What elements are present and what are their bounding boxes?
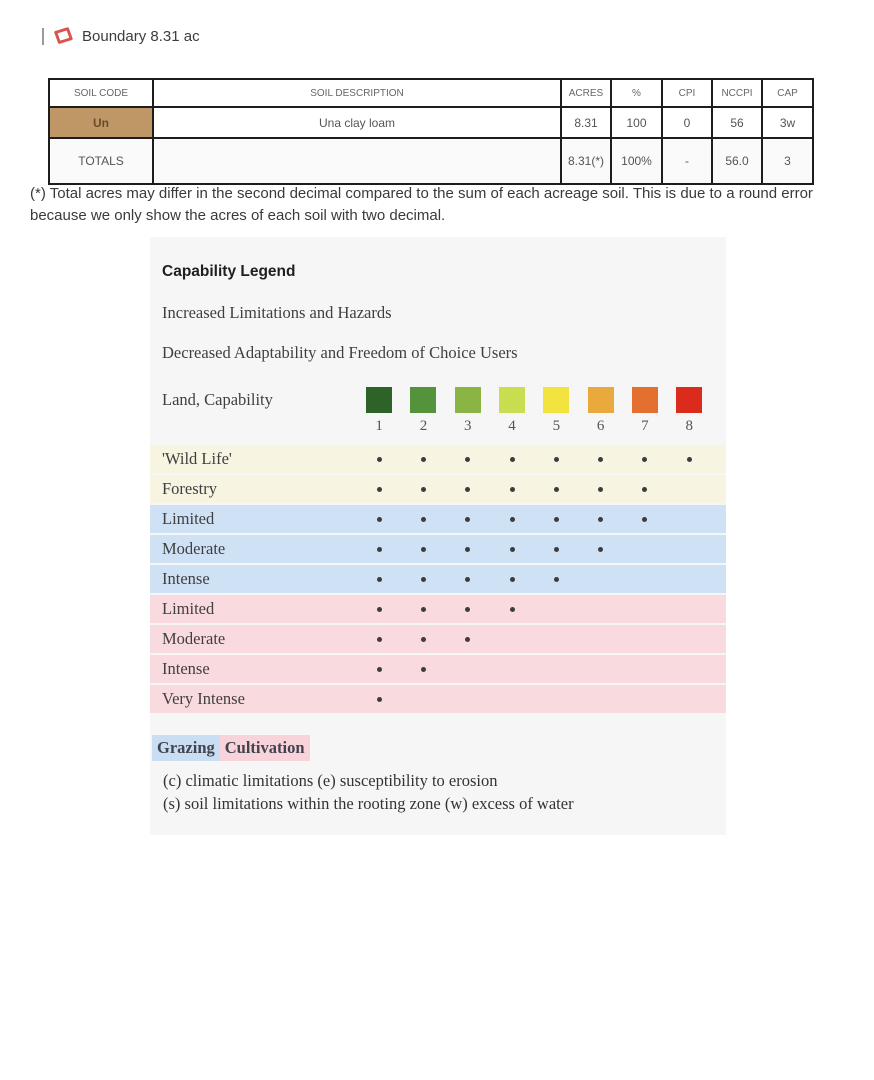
capability-row-intense	[150, 655, 726, 683]
dot-cell	[446, 637, 490, 642]
totals-acres-value: 8.31(*)	[567, 153, 605, 168]
capability-dot	[687, 457, 692, 462]
soil-table	[48, 78, 814, 185]
capability-row-label: Very Intense	[162, 689, 245, 708]
capability-class-1-cell	[357, 387, 401, 413]
dot-cell	[401, 487, 445, 492]
capability-class-6-swatch	[588, 387, 614, 413]
capability-row-moderate	[150, 535, 726, 563]
dot-cell	[534, 577, 578, 582]
cpi-cell: 0	[662, 107, 712, 138]
capability-row-dots	[357, 487, 711, 492]
cap-cell: 3w	[762, 107, 813, 138]
capability-dot	[421, 607, 426, 612]
capability-dot	[377, 547, 382, 552]
dot-cell	[490, 487, 534, 492]
dot-cell	[667, 457, 711, 462]
pct-cell: 100	[611, 107, 662, 138]
capability-class-3-swatch	[455, 387, 481, 413]
capability-dot	[465, 517, 470, 522]
capability-row-moderate	[150, 625, 726, 653]
capability-row-label: 'Wild Life'	[162, 449, 232, 468]
dot-cell	[446, 547, 490, 552]
col-soil-description: SOIL DESCRIPTION	[153, 79, 561, 107]
capability-scale-row	[150, 387, 726, 413]
dot-cell	[401, 607, 445, 612]
capability-row-label: Intense	[162, 569, 210, 588]
dot-cell	[401, 637, 445, 642]
dot-cell	[490, 577, 534, 582]
capability-dot	[421, 547, 426, 552]
capability-dot	[377, 517, 382, 522]
col-nccpi: NCCPI	[712, 79, 762, 107]
capability-class-4-swatch	[499, 387, 525, 413]
dot-cell	[357, 697, 401, 702]
nccpi-cell: 56	[712, 107, 762, 138]
dot-cell	[357, 577, 401, 582]
capability-dot	[377, 607, 382, 612]
capability-dot	[554, 577, 559, 582]
dot-cell	[490, 607, 534, 612]
capability-row-label: Limited	[162, 509, 215, 528]
table-header-row	[49, 79, 813, 107]
capability-dot	[510, 607, 515, 612]
dot-cell	[357, 457, 401, 462]
scale-label: Land, Capability	[162, 390, 273, 409]
dot-cell	[401, 517, 445, 522]
capability-scale-numbers-row	[150, 415, 726, 437]
capability-class-number-1: 1	[375, 417, 383, 434]
capability-rows	[150, 445, 726, 713]
capability-dot	[377, 457, 382, 462]
capability-dot	[510, 577, 515, 582]
capability-dot	[377, 697, 382, 702]
totals-acres-cell	[561, 138, 611, 184]
dot-cell	[357, 487, 401, 492]
dot-cell	[401, 667, 445, 672]
capability-row-wild-life	[150, 445, 726, 473]
capability-row-limited	[150, 595, 726, 623]
capability-dot	[465, 487, 470, 492]
totals-cap-cell: 3	[762, 138, 813, 184]
capability-row-dots	[357, 697, 711, 702]
capability-numbers	[357, 418, 711, 435]
capability-row-dots	[357, 637, 711, 642]
dot-cell	[446, 487, 490, 492]
dot-cell	[357, 547, 401, 552]
capability-dot	[421, 487, 426, 492]
capability-class-2-cell	[401, 387, 445, 413]
legend-chip-cultivation: Cultivation	[220, 735, 310, 761]
legend-note-2: (s) soil limitations within the rooting zone (w) excess of water	[163, 794, 574, 813]
dot-cell	[357, 637, 401, 642]
capability-dot	[598, 487, 603, 492]
capability-row-label: Forestry	[162, 479, 217, 498]
dot-cell	[534, 457, 578, 462]
capability-class-number-8: 8	[685, 417, 693, 434]
capability-dot	[510, 457, 515, 462]
capability-row-very-intense	[150, 685, 726, 713]
dot-cell	[534, 517, 578, 522]
dot-cell	[446, 577, 490, 582]
capability-dot	[510, 487, 515, 492]
capability-class-4-cell	[490, 387, 534, 413]
col-acres: ACRES	[561, 79, 611, 107]
capability-dot	[642, 487, 647, 492]
capability-class-number-2: 2	[419, 417, 428, 434]
capability-row-dots	[357, 667, 711, 672]
capability-row-intense	[150, 565, 726, 593]
capability-dot	[510, 547, 515, 552]
capability-dot	[598, 547, 603, 552]
capability-row-dots	[357, 517, 711, 522]
capability-class-3-cell	[446, 387, 490, 413]
col-cpi: CPI	[662, 79, 712, 107]
capability-class-5-cell	[534, 387, 578, 413]
dot-cell	[401, 457, 445, 462]
capability-row-dots	[357, 547, 711, 552]
capability-dot	[465, 607, 470, 612]
capability-row-dots	[357, 577, 711, 582]
soil-code-cell: Un	[49, 107, 153, 138]
capability-dot	[598, 457, 603, 462]
capability-dot	[465, 547, 470, 552]
acres-cell: 8.31	[561, 107, 611, 138]
capability-row-label: Limited	[162, 599, 215, 618]
capability-class-number-4: 4	[508, 417, 516, 434]
capability-dot	[554, 547, 559, 552]
capability-dot	[642, 517, 647, 522]
legend-chip-grazing: Grazing	[152, 735, 220, 761]
dot-cell	[490, 457, 534, 462]
capability-dot	[377, 577, 382, 582]
capability-dot	[598, 517, 603, 522]
divider-bar	[42, 28, 44, 45]
legend-notes	[163, 769, 714, 815]
capability-row-forestry	[150, 475, 726, 503]
capability-class-5-swatch	[543, 387, 569, 413]
dot-cell	[357, 607, 401, 612]
dot-cell	[490, 547, 534, 552]
capability-legend-panel	[150, 237, 726, 835]
dot-cell	[578, 547, 622, 552]
capability-dot	[377, 667, 382, 672]
dot-cell	[623, 457, 667, 462]
dot-cell	[623, 487, 667, 492]
dot-cell	[357, 517, 401, 522]
dot-cell	[490, 517, 534, 522]
totals-cpi-cell: -	[662, 138, 712, 184]
dot-cell	[578, 457, 622, 462]
totals-label-cell: TOTALS	[49, 138, 153, 184]
capability-class-number-7: 7	[641, 417, 649, 434]
capability-class-number-3: 3	[463, 417, 472, 434]
capability-swatches	[357, 387, 711, 413]
dot-cell	[534, 547, 578, 552]
dot-cell	[623, 517, 667, 522]
dot-cell	[534, 487, 578, 492]
capability-row-label: Intense	[162, 659, 210, 678]
capability-class-number-6: 6	[596, 417, 605, 434]
boundary-header[interactable]	[42, 26, 200, 46]
acres-footnote: (*) Total acres may differ in the second decimal compared to the sum of each acreage soil. This is due to a round error because we only show the acres of each soil with two decimal.	[30, 185, 813, 224]
capability-row-label: Moderate	[162, 539, 226, 558]
capability-class-6-cell	[578, 387, 622, 413]
dot-cell	[446, 607, 490, 612]
soil-desc-cell: Una clay loam	[153, 107, 561, 138]
dot-cell	[578, 487, 622, 492]
capability-class-7-cell	[623, 387, 667, 413]
legend-subtitle-adaptability: Decreased Adaptability and Freedom of Choice Users	[162, 343, 518, 362]
legend-chips	[152, 735, 726, 761]
capability-class-7-swatch	[632, 387, 658, 413]
capability-dot	[421, 457, 426, 462]
capability-class-8-swatch	[676, 387, 702, 413]
legend-title: Capability Legend	[162, 263, 296, 280]
capability-dot	[421, 667, 426, 672]
totals-nccpi-cell: 56.0	[712, 138, 762, 184]
capability-dot	[465, 457, 470, 462]
capability-dot	[510, 517, 515, 522]
capability-dot	[377, 637, 382, 642]
capability-row-limited	[150, 505, 726, 533]
capability-dot	[642, 457, 647, 462]
capability-dot	[377, 487, 382, 492]
legend-note-1: (c) climatic limitations (e) susceptibility to erosion	[163, 771, 498, 790]
dot-cell	[357, 667, 401, 672]
col-percent: %	[611, 79, 662, 107]
capability-dot	[421, 517, 426, 522]
dot-cell	[578, 517, 622, 522]
capability-class-8-cell	[667, 387, 711, 413]
totals-desc-cell	[153, 138, 561, 184]
dot-cell	[401, 547, 445, 552]
capability-dot	[465, 577, 470, 582]
dot-cell	[446, 517, 490, 522]
capability-dot	[465, 637, 470, 642]
table-row-un	[49, 107, 813, 138]
boundary-title: Boundary 8.31 ac	[82, 27, 200, 45]
capability-row-dots	[357, 607, 711, 612]
capability-dot	[554, 517, 559, 522]
capability-class-1-swatch	[366, 387, 392, 413]
totals-pct-cell: 100%	[611, 138, 662, 184]
capability-dot	[421, 577, 426, 582]
capability-class-2-swatch	[410, 387, 436, 413]
capability-dot	[554, 487, 559, 492]
dot-cell	[401, 577, 445, 582]
capability-row-label: Moderate	[162, 629, 226, 648]
capability-class-number-5: 5	[552, 417, 561, 434]
capability-dot	[421, 637, 426, 642]
table-totals-row	[49, 138, 813, 184]
legend-subtitle-limitations: Increased Limitations and Hazards	[162, 303, 392, 322]
capability-dot	[554, 457, 559, 462]
col-cap: CAP	[762, 79, 813, 107]
col-soil-code: SOIL CODE	[49, 79, 153, 107]
capability-row-dots	[357, 457, 711, 462]
boundary-polygon-icon	[52, 26, 74, 46]
dot-cell	[446, 457, 490, 462]
